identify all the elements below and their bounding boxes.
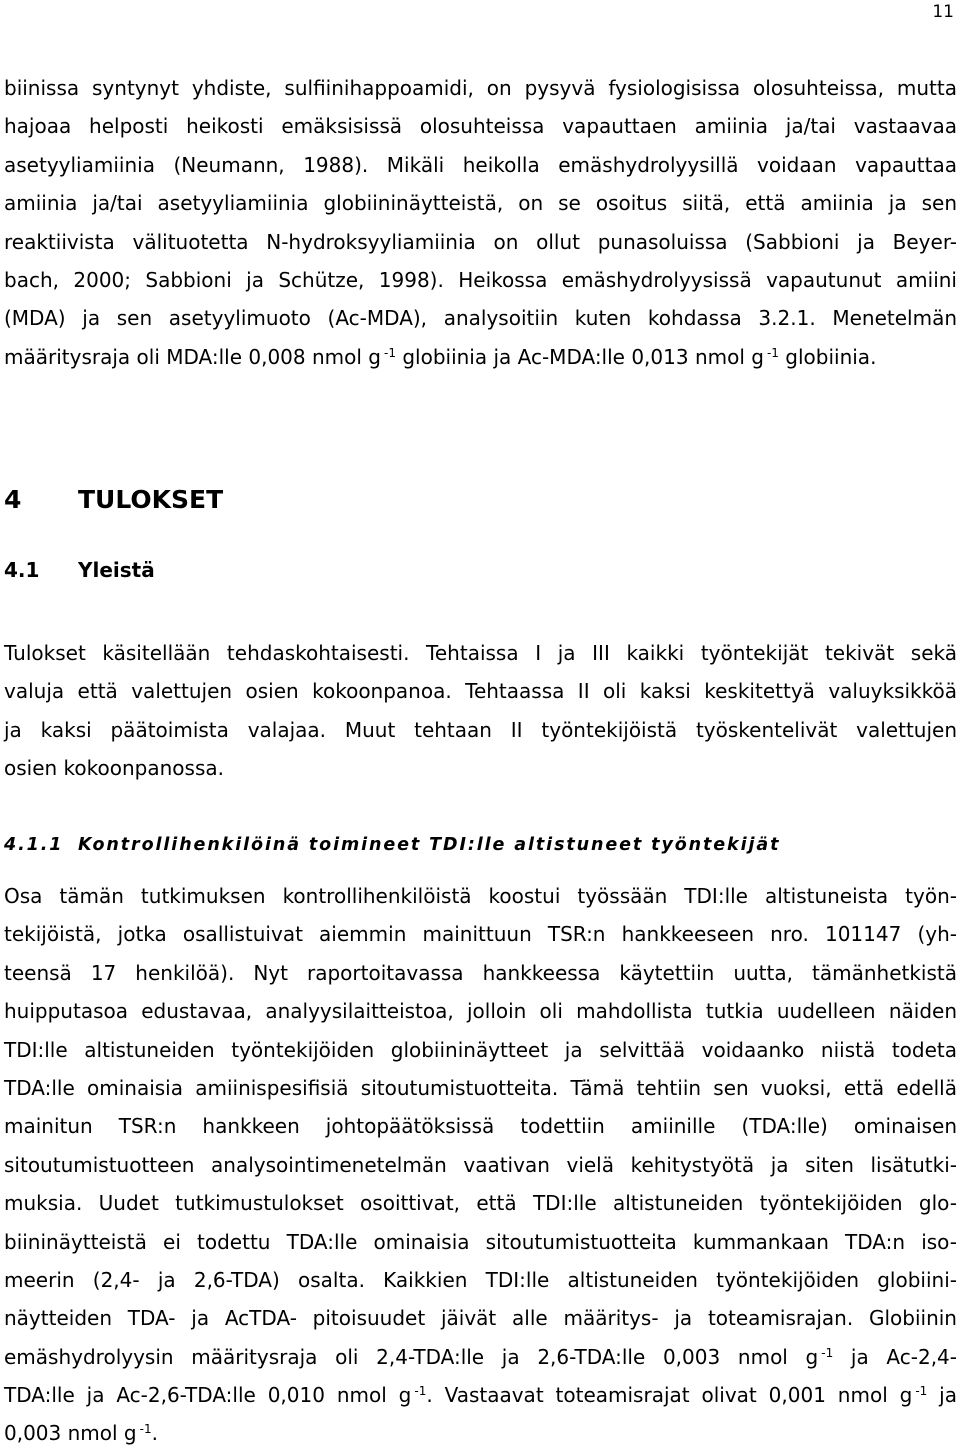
- text-segment: ja Ac-2,4-: [833, 1344, 957, 1369]
- text-segment: . Vastaavat toteamisrajat olivat 0,001 nmol g: [426, 1383, 913, 1408]
- text-segment: tekijöistä, jotka osallistuivat aiemmin mainittuun TSR:n hankkeeseen nro. 101147 (yh-: [4, 922, 957, 947]
- text-segment: (MDA) ja sen asetyylimuoto (Ac-MDA), analysoitiin kuten kohdassa 3.2.1. Menetelmän: [4, 306, 957, 331]
- text-line: [4, 1227, 957, 1257]
- text-segment: bach, 2000; Sabbioni ja Schütze, 1998). Heikossa emäshydrolyysissä vapautunut amiini: [4, 267, 957, 292]
- text-segment: TDA:lle ja Ac-2,6-TDA:lle 0,010 nmol g: [4, 1383, 412, 1408]
- text-segment: meerin (2,4- ja 2,6-TDA) osalta. Kaikkien TDI:lle altistuneiden työntekijöiden globiini-: [4, 1267, 957, 1292]
- text-segment: biinissa syntynyt yhdiste, sulfiinihappoamidi, on pysyvä fysiologisissa olosuhteissa, mutta: [4, 76, 957, 100]
- section-title: Kontrollihenkilöinä toimineet TDI:lle altistuneet työntekijät: [78, 835, 781, 855]
- text-line: [4, 73, 957, 103]
- text-segment: 0,003 nmol g: [4, 1421, 137, 1446]
- text-segment: muksia. Uudet tutkimustulokset osoittivat, että TDI:lle altistuneiden työntekijöiden glo-: [4, 1191, 957, 1216]
- section-heading-4: [0, 483, 960, 517]
- paragraph-2: [4, 638, 957, 783]
- text-line: [4, 227, 957, 257]
- text-line: [4, 638, 957, 668]
- text-line: [4, 919, 957, 949]
- text-line: [4, 1265, 957, 1295]
- text-line: [4, 342, 957, 372]
- text-line: [4, 1342, 957, 1372]
- text-segment: globiinia ja Ac-MDA:lle 0,013 nmol g: [395, 344, 764, 369]
- text-line: [4, 996, 957, 1026]
- text-segment: mainitun TSR:n hankkeen johtopäätöksissä todettiin amiinille (TDA:lle) ominaisen: [4, 1114, 957, 1139]
- text-line: [4, 676, 957, 706]
- text-segment: biininäytteistä ei todettu TDA:lle ominaisia sitoutumistuotteita kummankaan TDA:n iso-: [4, 1229, 957, 1254]
- section-heading-4-1-1: [0, 832, 960, 858]
- section-title: Yleistä: [78, 558, 155, 582]
- text-line: [4, 958, 957, 988]
- text-segment: reaktiivista välituotetta N-hydroksyyliamiinia on ollut punasoluissa (Sabbioni ja Beyer-: [4, 229, 957, 254]
- page-number: 11: [932, 2, 954, 22]
- text-segment: huipputasoa edustavaa, analyysilaitteistoa, jolloin oli mahdollista tutkia uudelleen näiden: [4, 999, 957, 1024]
- text-segment: valuja että valettujen osien kokoonpanoa. Tehtaassa II oli kaksi keskitettyä valuyksikköä: [4, 679, 957, 704]
- text-segment: globiinia.: [778, 344, 877, 369]
- text-segment: ja kaksi päätoimista valajaa. Muut tehtaan II työntekijöistä työskentelivät valettujen: [4, 717, 957, 742]
- superscript: -1: [766, 345, 779, 360]
- text-segment: ja: [927, 1383, 957, 1408]
- text-segment: osien kokoonpanossa.: [4, 756, 224, 781]
- section-number: 4.1.1: [4, 835, 64, 855]
- section-number: 4: [4, 485, 22, 514]
- text-segment: emäshydrolyysin määritysraja oli 2,4-TDA:lle ja 2,6-TDA:lle 0,003 nmol g: [4, 1344, 819, 1369]
- superscript: -1: [139, 1422, 152, 1437]
- text-segment: hajoaa helposti heikosti emäksisissä olosuhteissa vapauttaen amiinia ja/tai vastaavaa: [4, 114, 957, 139]
- text-line: [4, 1303, 957, 1333]
- text-line: [4, 303, 957, 333]
- paragraph-3: [4, 881, 957, 1448]
- text-segment: amiinia ja/tai asetyyliamiinia globiininäytteistä, on se osoitus siitä, että amiinia ja sen: [4, 191, 957, 216]
- text-line: [4, 111, 957, 141]
- text-segment: sitoutumistuotteen analysointimenetelmän vaativan vielä kehitystyötä ja siten lisätutki-: [4, 1152, 957, 1177]
- section-heading-4-1: [0, 556, 960, 584]
- text-segment: Tulokset käsitellään tehdaskohtaisesti. Tehtaissa I ja III kaikki työntekijät tekivät sekä: [4, 641, 957, 665]
- text-line: [4, 715, 957, 745]
- superscript: -1: [414, 1384, 427, 1399]
- text-segment: teensä 17 henkilöä). Nyt raportoitavassa hankkeessa käytettiin uutta, tämänhetkistä: [4, 960, 957, 985]
- text-line: [4, 188, 957, 218]
- text-segment: TDI:lle altistuneiden työntekijöiden globiininäytteet ja selvittää voidaanko niistä todeta: [4, 1037, 957, 1062]
- text-line: [4, 1418, 957, 1448]
- text-line: [4, 1073, 957, 1103]
- text-line: [4, 753, 957, 783]
- superscript: -1: [821, 1345, 834, 1360]
- text-line: [4, 1035, 957, 1065]
- text-line: [4, 881, 957, 911]
- text-segment: näytteiden TDA- ja AcTDA- pitoisuudet jäivät alle määritys- ja toteamisrajan. Globiinin: [4, 1306, 957, 1331]
- text-line: [4, 1111, 957, 1141]
- text-segment: TDA:lle ominaisia amiinispesifisiä sitoutumistuotteita. Tämä tehtiin sen vuoksi, että edellä: [4, 1075, 957, 1100]
- text-line: [4, 150, 957, 180]
- text-segment: määritysraja oli MDA:lle 0,008 nmol g: [4, 344, 381, 369]
- text-line: [4, 265, 957, 295]
- text-line: [4, 1188, 957, 1218]
- section-number: 4.1: [4, 558, 40, 582]
- text-segment: Osa tämän tutkimuksen kontrollihenkilöistä koostui työssään TDI:lle altistuneista työn-: [4, 884, 957, 908]
- text-line: [4, 1150, 957, 1180]
- paragraph-1: [4, 73, 957, 372]
- text-segment: asetyyliamiinia (Neumann, 1988). Mikäli heikolla emäshydrolyysillä voidaan vapauttaa: [4, 152, 957, 177]
- superscript: -1: [915, 1384, 928, 1399]
- text-segment: .: [151, 1421, 158, 1446]
- section-title: TULOKSET: [78, 485, 224, 514]
- superscript: -1: [384, 345, 396, 360]
- text-line: [4, 1380, 957, 1410]
